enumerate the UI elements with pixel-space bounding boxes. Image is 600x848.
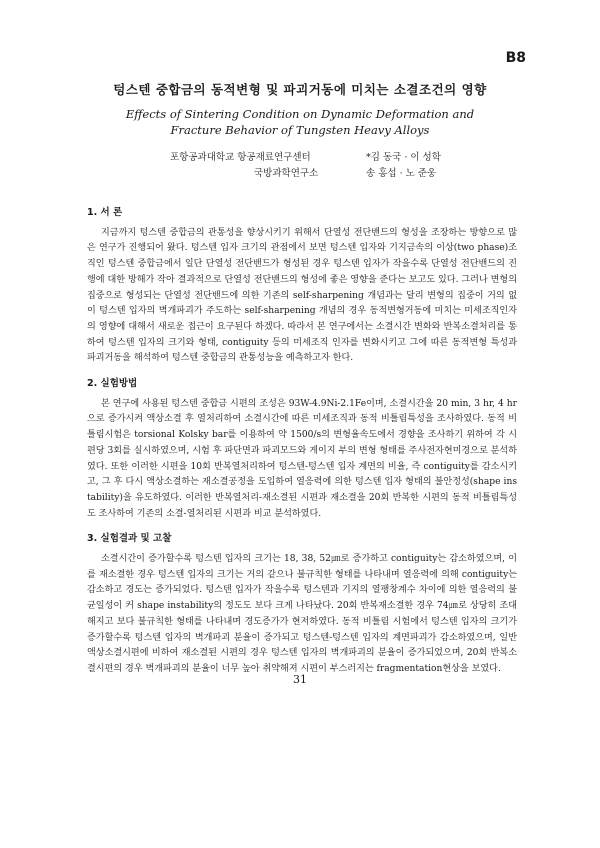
section-paragraph: 지금까지 텅스텐 중합금의 관통성을 향상시키기 위해서 단열성 전단밴드의 형성을 조장하는 방향으로 많은 연구가 진행되어 왔다. 텅스텐 입자 크기의 관점에서 보면 텅스텐 입자와 기지금속의 이상(two phase)조직인 텅스텐 중합금에서 일단 단열성 전단밴드가 형성된 경우 텅스텐 입자가 작을수록 단열성 전단밴드의 진행에 대한 방해가 작아 결과적으로 단열성 전단밴드의 형성에 좋은 영향을 준다는 보고도 있다. 그러나 변형의 집중으로 형성되는 단열성 전단밴드에 의한 기존의 self-sharpening 개념과는 달리 변형의 집중이 거의 없이 텅스텐 입자의 벽개파괴가 주도하는 self-sharpening 개념의 경우 동적변형거동에 미치는 미세조직인자의 영향에 대해서 새로운 접근이 요구된다 하겠다. 따라서 본 연구에서는 소결시간 변화와 반복소결처리를 통하여 텅스텐 입자의 크기와 형태, contiguity 등의 미세조직 인자를 변화시키고 그에 따른 동적변형 특성과 파괴거동을 해석하여 텅스텐 중합금의 관통성능을 예측하고자 한다. <box>87 227 517 364</box>
authors: *김 동국 · 이 성학 <box>366 152 441 163</box>
institution: 포항공과대학교 항공재료연구센터 <box>170 152 311 163</box>
section-introduction <box>87 205 517 367</box>
section-methods <box>87 376 517 522</box>
korean-title: 텅스텐 중합금의 동적변형 및 파괴거동에 미치는 소결조건의 영향 <box>113 82 487 97</box>
section-paragraph: 본 연구에 사용된 텅스텐 중합금 시편의 조성은 93W-4.9Ni-2.1Fe이며, 소결시간을 20 min, 3 hr, 4 hr으로 증가시켜 액상소결 후 열처리하여 소결시간에 따른 미세조직과 동적 비틀림특성을 조사하였다. 동적 비틀림시험은 torsional Kolsky bar를 이용하여 약 1500/s의 변형율속도에서 경향을 조사하기 위하여 각 시편당 3회를 실시하였으며, 시험 후 파단면과 파괴모드와 게이지 부의 변형 형태를 주사전자현미경으로 분석하였다. 또한 이러한 시편을 10회 반복열처리하여 텅스텐-텅스텐 입자 계면의 비율, 즉 contiguity를 감소시키고, 그 후 다시 액상소결하는 재소결공정을 도입하여 열응력에 의한 텅스텐 입자 형태의 불안정성(shape instability)을 유도하였다. 이러한 반복열처리-재소결된 시편과 재소결을 20회 반복한 시편의 동적 비틀림특성도 조사하여 기존의 소결-열처리된 시편과 비교 분석하였다. <box>87 398 517 519</box>
body-content <box>87 205 517 687</box>
section-results <box>87 531 517 677</box>
affiliation-row <box>170 166 441 182</box>
section-paragraph: 소결시간이 증가할수록 텅스텐 입자의 크기는 18, 38, 52㎛로 증가하고 contiguity는 감소하였으며, 이를 재소결한 경우 텅스텐 입자의 크기는 거의 같으나 불규칙한 형태를 나타내며 열응력에 의해 contiguity는 감소하고 경도는 증가되었다. 텅스텐 입자가 작을수록 텅스텐과 기지의 열팽창계수 차이에 의한 열응력의 불균일성이 커 shape instability의 정도도 보다 크게 나타났다. 20회 반복재소결한 경우 74㎛로 상당히 조대해지고 보다 불규칙한 형태를 나타내며 경도증가가 현저하였다. 동적 비틀림 시험에서 텅스텐 입자의 크기가 증가할수록 텅스텐 입자의 벽개파괴 분율이 증가되고 텅스텐-텅스텐 입자의 계면파괴가 감소하였으며, 일반 액상소결시편에 비하여 재소결된 시편의 경우 텅스텐 입자의 벽개파괴의 분율이 증가되었으며, 20회 반복소결시편의 경우 벽개파괴의 분율이 너무 높아 취약해져 시편이 부스러지는 fragmentation현상을 보였다. <box>87 554 517 674</box>
section-heading: 2. 실험방법 <box>87 378 138 390</box>
affiliations <box>170 150 441 182</box>
english-title-line-1: Effects of Sintering Condition on Dynamic Deformation and <box>125 107 475 121</box>
page-code: B8 <box>505 50 526 66</box>
affiliation-row <box>170 150 441 166</box>
authors: 송 홍섭 · 노 준웅 <box>366 168 437 179</box>
section-heading: 1. 서 론 <box>87 207 123 218</box>
section-heading: 3. 실험결과 및 고찰 <box>87 533 172 545</box>
institution: 국방과학연구소 <box>254 168 319 179</box>
page-number: 31 <box>293 673 307 686</box>
english-title <box>0 106 600 138</box>
english-title-line-2: Fracture Behavior of Tungsten Heavy Alloys <box>170 123 430 137</box>
